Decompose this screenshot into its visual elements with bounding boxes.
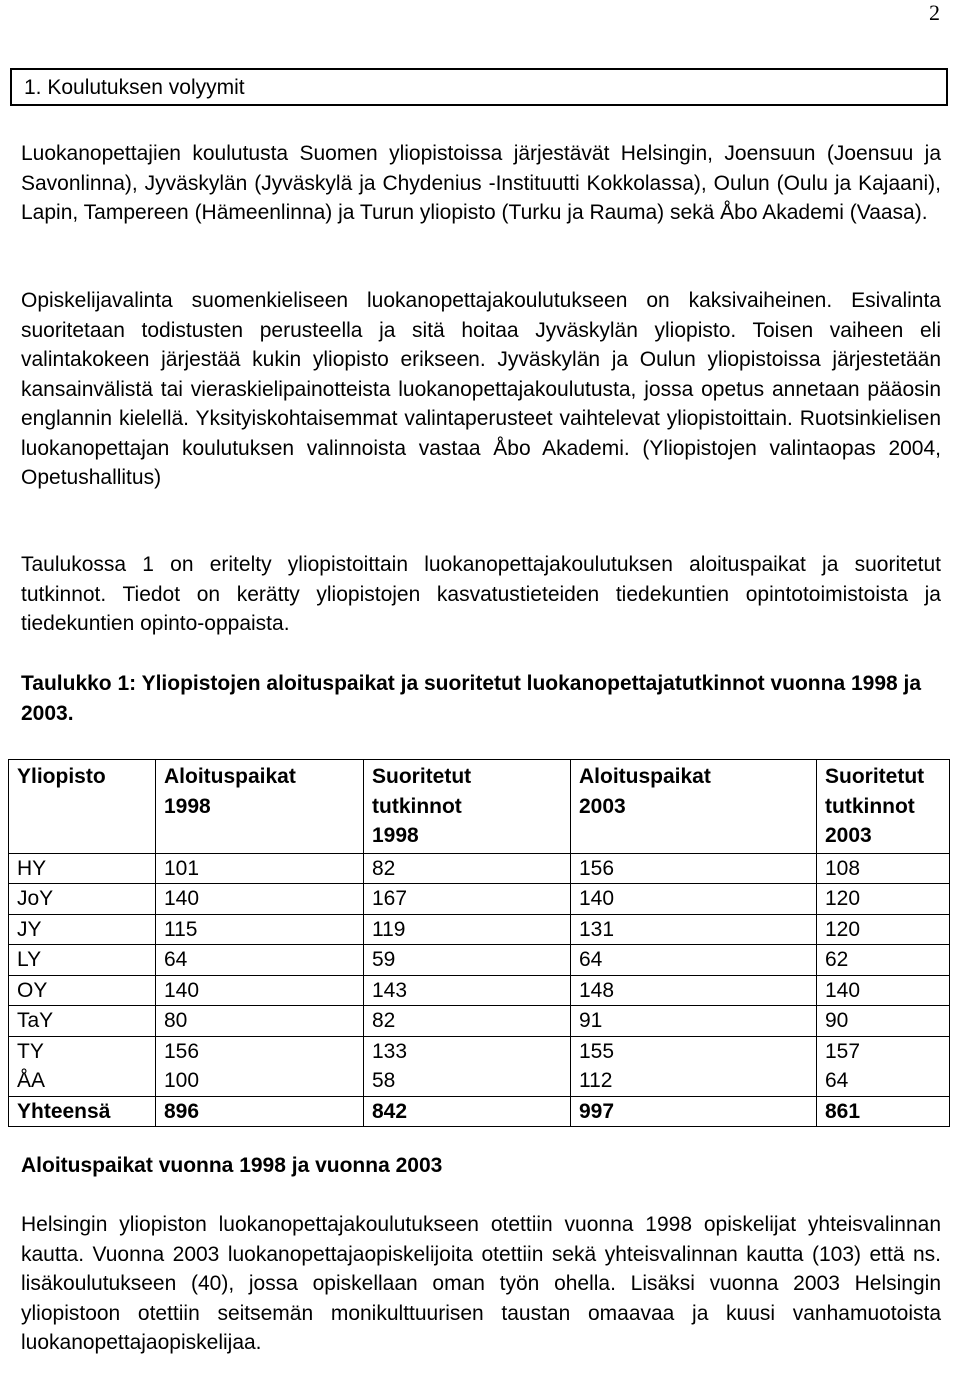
table-cell: Yhteensä — [9, 1096, 156, 1127]
table-row — [9, 853, 950, 884]
table-total-row — [9, 1096, 950, 1127]
table-cell: 115 — [156, 914, 364, 945]
table-cell: 140 — [156, 884, 364, 915]
table-cell: 90 — [817, 1006, 950, 1037]
table-row — [9, 884, 950, 915]
table-cell: 101 — [156, 853, 364, 884]
header-places-1998: Aloituspaikat 1998 — [156, 760, 364, 854]
header-university: Yliopisto — [9, 760, 156, 854]
table-cell: 133 58 — [364, 1036, 571, 1096]
table-cell: OY — [9, 975, 156, 1006]
page-number: 2 — [929, 0, 940, 25]
table-cell: 997 — [571, 1096, 817, 1127]
section-heading: 1. Koulutuksen volyymit — [10, 68, 948, 106]
selection-paragraph: Opiskelijavalinta suomenkieliseen luokanopettajakoulutukseen on kaksivaiheinen. Esivalinta suoritetaan todistusten perusteella ja sitä hoitaa Jyväskylän yliopisto. Toisen vaiheen eli valintakokeen järjestää kukin yliopisto erikseen. Jyväskylän ja Oulun yliopistoissa järjestetään kansainvälistä tai vieraskielipainotteista luokanopettajakoulutusta, jossa opetus annetaan pääosin englannin kielellä. Yksityiskohtaisemmat valintaperusteet vaihtelevat yliopistoittain. Ruotsinkielisen luokanopettajan koulutuksen valinnoista vastaa Åbo Akademi. (Yliopistojen valintaopas 2004, Opetushallitus) — [21, 289, 941, 489]
table-cell: 108 — [817, 853, 950, 884]
table-row — [9, 1006, 950, 1037]
table-cell: JoY — [9, 884, 156, 915]
table-cell: 156 100 — [156, 1036, 364, 1096]
table-cell: TaY — [9, 1006, 156, 1037]
header-degrees-1998: Suoritetut tutkinnot 1998 — [364, 760, 571, 854]
table-row — [9, 975, 950, 1006]
table-row — [9, 945, 950, 976]
table-cell: 167 — [364, 884, 571, 915]
data-table — [8, 759, 950, 1127]
table-cell: 82 — [364, 1006, 571, 1037]
table-cell: 157 64 — [817, 1036, 950, 1096]
table-cell: 131 — [571, 914, 817, 945]
table-cell: 62 — [817, 945, 950, 976]
table-cell: 140 — [156, 975, 364, 1006]
table-cell: 896 — [156, 1096, 364, 1127]
table-cell: 119 — [364, 914, 571, 945]
table-cell: 64 — [156, 945, 364, 976]
helsinki-paragraph: Helsingin yliopiston luokanopettajakoulutukseen otettiin vuonna 1998 opiskelijat yhteisvalinnan kautta. Vuonna 2003 luokanopettajaopiskelijoita otettiin sekä yhteisvalinnan kautta (103) että ns. lisäkoulutukseen (40), jossa opiskellaan oman työn ohella. Lisäksi vuonna 2003 Helsingin yliopistoon otettiin seitsemän monikulttuurisen taustan omaavaa ja kuusi vanhamuotoista luokanopettajaopiskelijaa. — [21, 1213, 941, 1354]
table-cell: LY — [9, 945, 156, 976]
table-row — [9, 914, 950, 945]
table-cell: 91 — [571, 1006, 817, 1037]
header-degrees-2003: Suoritetut tutkinnot 2003 — [817, 760, 950, 854]
table-cell: 120 — [817, 914, 950, 945]
table-cell: 59 — [364, 945, 571, 976]
table-cell: 82 — [364, 853, 571, 884]
table-cell: 140 — [817, 975, 950, 1006]
table-cell: TY ÅA — [9, 1036, 156, 1096]
table-cell: 80 — [156, 1006, 364, 1037]
table-cell: 143 — [364, 975, 571, 1006]
table-cell: 64 — [571, 945, 817, 976]
table-cell: 155 112 — [571, 1036, 817, 1096]
table-cell: JY — [9, 914, 156, 945]
header-places-2003: Aloituspaikat 2003 — [571, 760, 817, 854]
table-cell: 148 — [571, 975, 817, 1006]
table-cell: 842 — [364, 1096, 571, 1127]
table-header-row — [9, 760, 950, 854]
table-cell: 140 — [571, 884, 817, 915]
table-cell: 120 — [817, 884, 950, 915]
table-cell: HY — [9, 853, 156, 884]
table-title: Taulukko 1: Yliopistojen aloituspaikat ja suoritetut luokanopettajatutkinnot vuonna 1998 ja 2003. — [21, 672, 922, 725]
table-cell: 861 — [817, 1096, 950, 1127]
table-intro-paragraph: Taulukossa 1 on eritelty yliopistoittain luokanopettajakoulutuksen aloituspaikat ja suoritetut tutkinnot. Tiedot on kerätty yliopistojen kasvatustieteiden tiedekuntien opintotoimistoista ja tiedekuntien opinto-oppaista. — [21, 553, 941, 635]
intro-paragraph: Luokanopettajien koulutusta Suomen yliopistoissa järjestävät Helsingin, Joensuun (Joensuu ja Savonlinna), Jyväskylän (Jyväskylä ja Chydenius -Instituutti Kokkolassa), Oulun (Oulu ja Kajaani), Lapin, Tampereen (Hämeenlinna) ja Turun yliopisto (Turku ja Rauma) sekä Åbo Akademi (Vaasa). — [21, 142, 941, 224]
table-row-merged — [9, 1036, 950, 1096]
subheading: Aloituspaikat vuonna 1998 ja vuonna 2003 — [21, 1154, 443, 1177]
table-cell: 156 — [571, 853, 817, 884]
